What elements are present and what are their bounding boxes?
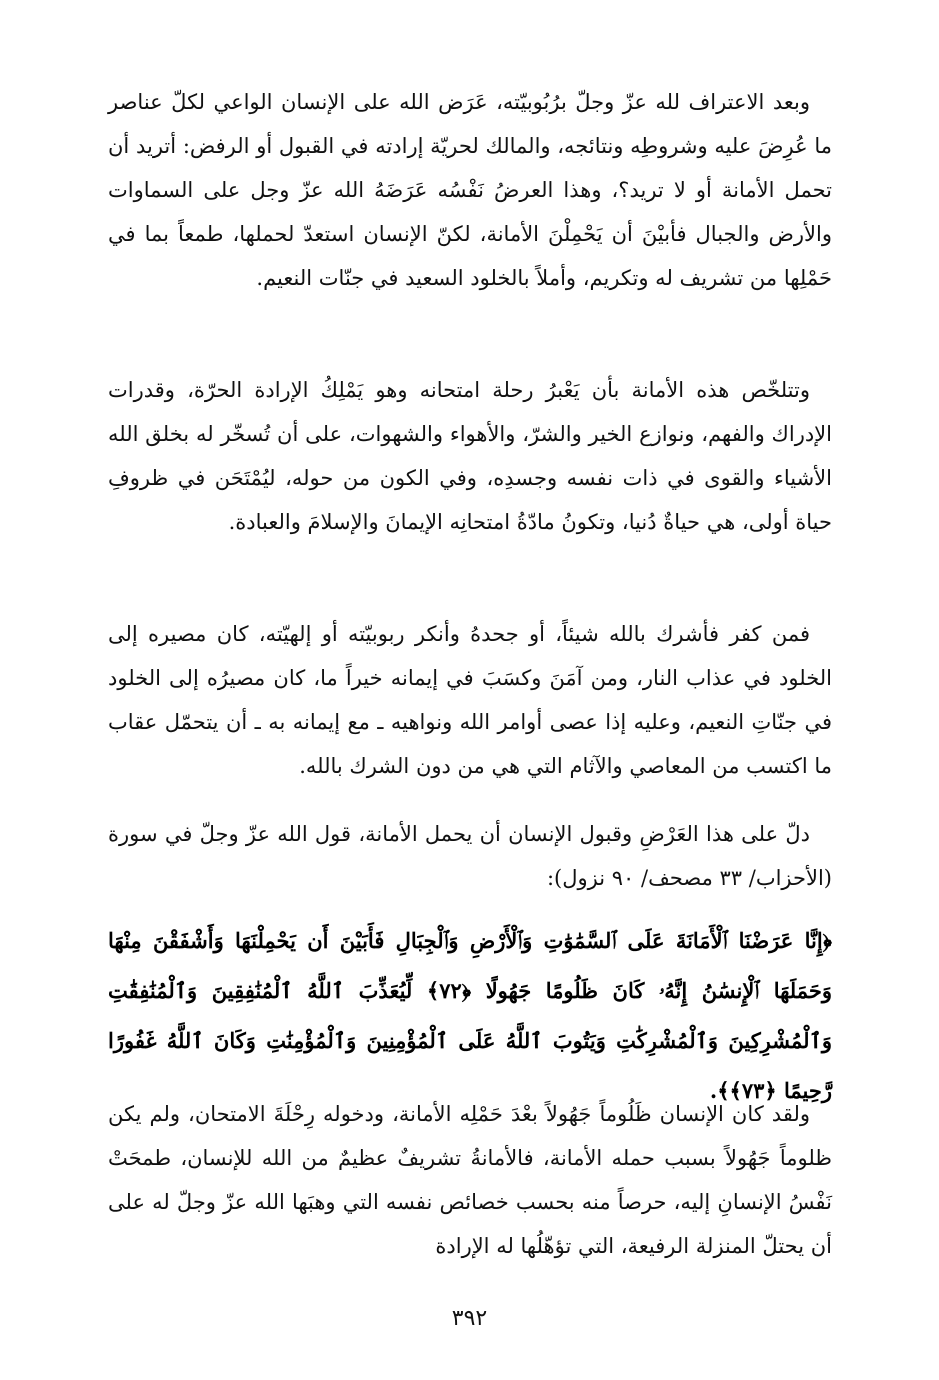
paragraph-consequences	[108, 612, 832, 788]
paragraph-amanah-offer	[108, 80, 832, 300]
paragraph-text: فمن كفر فأشرك بالله شيئاً، أو جحدهُ وأنكر ربوبيّته أو إلهيّته، كان مصيره إلى الخلود في عذاب النار، ومن آمَنَ وكسَبَ في إيمانه خيراً ما، كان مصيرُه إلى الخلود في جنّاتِ النعيم، وعليه إذا عصى أوامر الله ونواهيه ـ مع إيمانه به ـ أن يتحمّل عقاب ما اكتسب من المعاصي والآثام التي هي من دون الشرك بالله.	[108, 622, 833, 778]
paragraph-text: وتتلخّص هذه الأمانة بأن يَعْبرُ رحلة امتحانه وهو يَمْلِكُ الإرادة الحرّة، وقدرات الإدراك والفهم، ونوازع الخير والشرّ، والأهواء والشهوات، على أن تُسخّر له بخلق الله الأشياء والقوى في ذات نفسه وجسدِه، وفي الكون من حوله، ليُمْتَحَن في ظروفِ حياة أولى، هي حياةٌ دُنيا، وتكونُ مادّةُ امتحانِه الإيمانَ والإسلامَ والعبادة.	[108, 378, 832, 534]
paragraph-human-unjust	[108, 1092, 832, 1268]
page-number: ٣٩٢	[451, 1306, 488, 1331]
quran-verse-text: ﴿إِنَّا عَرَضْنَا ٱلْأَمَانَةَ عَلَى ٱلسَّمَٰوَٰتِ وَٱلْأَرْضِ وَٱلْجِبَالِ فَأَبَيْنَ أَن يَحْمِلْنَهَا وَأَشْفَقْنَ مِنْهَا وَحَمَلَهَا ٱلْإِنسَٰنُ إِنَّهُۥ كَانَ ظَلُومًا جَهُولًا ﴿٧٢﴾ لِّيُعَذِّبَ ٱللَّهُ ٱلْمُنَٰفِقِينَ وَٱلْمُنَٰفِقَٰتِ وَٱلْمُشْرِكِينَ وَٱلْمُشْرِكَٰتِ وَيَتُوبَ ٱللَّهُ عَلَى ٱلْمُؤْمِنِينَ وَٱلْمُؤْمِنَٰتِ وَكَانَ ٱللَّهُ غَفُورًا رَّحِيمًا ﴿٧٣﴾﴾.	[108, 928, 833, 1103]
paragraph-text: وبعد الاعتراف لله عزّ وجلّ برُبُوبيّته، عَرَض الله على الإنسان الواعي لكلّ عناصر ما عُرِضَ عليه وشروطِه ونتائجه، والمالك لحريّة إرادته في القبول أو الرفض: أتريد أن تحمل الأمانة أو لا تريد؟، وهذا العرضُ نَفْسُه عَرَضَهُ الله عزّ وجل على السماوات والأرض والجبال فأبيْنَ أن يَحْمِلْنَ الأمانة، لكنّ الإنسان استعدّ لحملها، طمعاً بما في حَمْلِها من تشريف له وتكريم، وأملاً بالخلود السعيد في جنّات النعيم.	[108, 90, 832, 290]
paragraph-evidence-intro	[108, 812, 832, 900]
paragraph-text: ولقد كان الإنسان ظَلُوماً جَهُولاً بعْدَ حَمْلِه الأمانة، ودخوله رِحْلَةَ الامتحان، ولم يكن ظلوماً جَهُولاً بسبب حمله الأمانة، فالأمانةُ تشريفٌ عظيمٌ من الله للإنسان، طمحَتْ نَفْسُ الإنسانِ إليه، حرصاً منه بحسب خصائص نفسه التي وهبَها الله عزّ وجلّ له على أن يحتلّ المنزلة الرفيعة، التي تؤهّلُها له الإرادة	[108, 1102, 832, 1258]
quran-verse-block	[108, 916, 832, 1116]
paragraph-text: دلّ على هذا العَرْضِ وقبول الإنسان أن يحمل الأمانة، قول الله عزّ وجلّ في سورة (الأحزاب/ ٣٣ مصحف/ ٩٠ نزول):	[108, 822, 832, 890]
paragraph-amanah-summary	[108, 368, 832, 544]
